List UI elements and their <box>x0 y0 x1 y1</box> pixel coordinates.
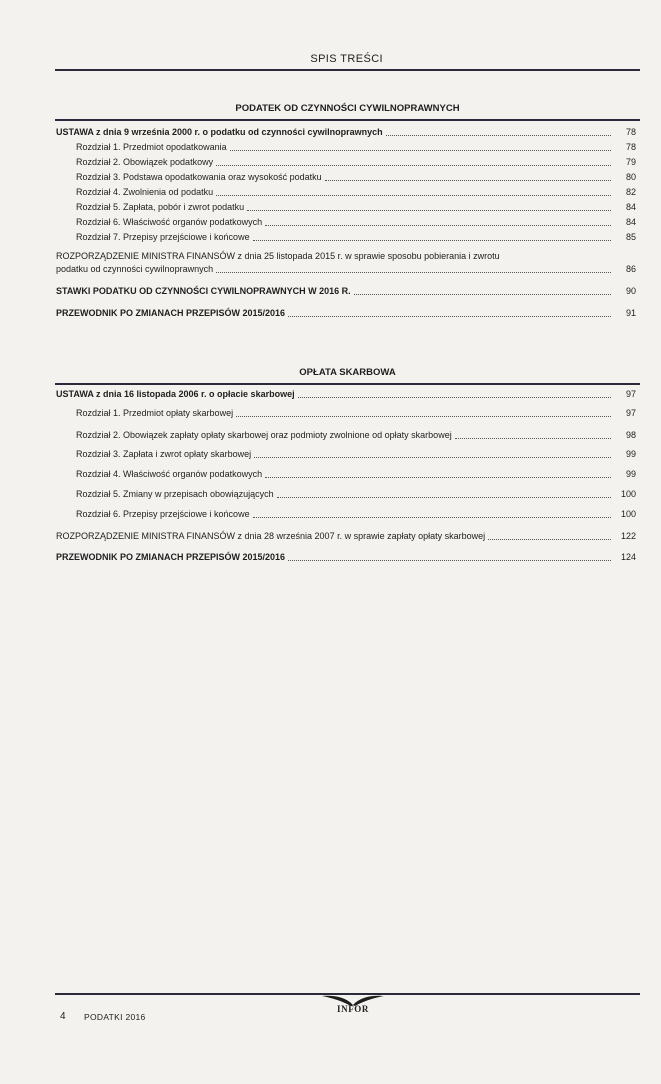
section-rule <box>55 383 640 385</box>
toc-page-number: 124 <box>620 552 636 562</box>
toc-entry-label: ROZPORZĄDZENIE MINISTRA FINANSÓW z dnia 25 listopada 2015 r. w sprawie sposobu pobierania i zwrotu <box>56 251 500 261</box>
toc-page-number: 98 <box>625 430 636 440</box>
leader-dots <box>253 516 611 518</box>
leader-dots <box>488 538 611 540</box>
toc-entry-chapter[interactable] <box>76 405 636 419</box>
toc-entry-label: Rozdział 1. Przedmiot opłaty skarbowej <box>76 408 234 418</box>
toc-page-number: 100 <box>620 489 636 499</box>
leader-dots <box>288 315 611 317</box>
toc-entry-label: Rozdział 6. Właściwość organów podatkowych <box>76 217 263 227</box>
infor-logo <box>318 993 388 1019</box>
toc-page-number: 85 <box>625 232 636 242</box>
toc-page-number: 99 <box>625 449 636 459</box>
leader-dots <box>216 164 611 166</box>
leader-dots <box>265 476 611 478</box>
toc-entry-label: Rozdział 4. Właściwość organów podatkowych <box>76 469 263 479</box>
toc-entry-label: ROZPORZĄDZENIE MINISTRA FINANSÓW z dnia 28 września 2007 r. w sprawie zapłaty opłaty skarbowej <box>56 531 486 541</box>
toc-page-number: 100 <box>620 509 636 519</box>
toc-entry-label: Rozdział 4. Zwolnienia od podatku <box>76 187 214 197</box>
toc-entry-chapter[interactable] <box>76 139 636 153</box>
toc-entry-label: PRZEWODNIK PO ZMIANACH PRZEPISÓW 2015/2016 <box>56 552 286 562</box>
toc-entry-chapter[interactable] <box>76 154 636 168</box>
toc-entry-rates[interactable] <box>56 283 636 297</box>
leader-dots <box>265 224 611 226</box>
toc-page-number: 84 <box>625 217 636 227</box>
leader-dots <box>236 415 611 417</box>
toc-entry-label: Rozdział 2. Obowiązek podatkowy <box>76 157 214 167</box>
toc-entry-chapter[interactable] <box>76 466 636 480</box>
leader-dots <box>386 134 611 136</box>
logo-text: INFOR <box>337 1004 369 1014</box>
leader-dots <box>298 396 611 398</box>
toc-entry-label: Rozdział 1. Przedmiot opodatkowania <box>76 142 227 152</box>
toc-entry-chapter[interactable] <box>76 486 636 500</box>
toc-page-number: 97 <box>625 408 636 418</box>
toc-entry-label: Rozdział 5. Zapłata, pobór i zwrot podatku <box>76 202 245 212</box>
toc-entry-chapter[interactable] <box>76 199 636 213</box>
leader-dots <box>230 149 611 151</box>
toc-entry-label-continued: podatku od czynności cywilnoprawnych <box>56 264 214 274</box>
toc-entry-regulation-os[interactable] <box>56 528 636 542</box>
toc-entry-label: Rozdział 5. Zmiany w przepisach obowiązujących <box>76 489 274 499</box>
toc-entry-label: Rozdział 3. Zapłata i zwrot opłaty skarbowej <box>76 449 252 459</box>
toc-entry-label: Rozdział 7. Przepisy przejściowe i końcowe <box>76 232 250 242</box>
toc-page-number: 122 <box>620 531 636 541</box>
toc-entry-chapter[interactable] <box>76 184 636 198</box>
leader-dots <box>455 437 611 439</box>
leader-dots <box>354 293 611 295</box>
toc-entry-label: STAWKI PODATKU OD CZYNNOŚCI CYWILNOPRAWNYCH W 2016 R. <box>56 286 351 296</box>
toc-entry-act-pcc[interactable] <box>56 124 636 138</box>
footer-page-number: 4 <box>60 1011 66 1022</box>
toc-page-number: 78 <box>625 142 636 152</box>
toc-entry-act-os[interactable] <box>56 386 636 400</box>
toc-entry-label: Rozdział 3. Podstawa opodatkowania oraz wysokość podatku <box>76 172 322 182</box>
toc-entry-label: Rozdział 6. Przepisy przejściowe i końcowe <box>76 509 250 519</box>
leader-dots <box>325 179 611 181</box>
section-title-pcc: PODATEK OD CZYNNOŚCI CYWILNOPRAWNYCH <box>235 103 460 114</box>
leader-dots <box>253 239 611 241</box>
footer-publication-title: PODATKI 2016 <box>84 1012 146 1022</box>
section-title-os: OPŁATA SKARBOWA <box>299 367 396 378</box>
toc-entry-chapter[interactable] <box>76 427 636 441</box>
toc-entry-chapter[interactable] <box>76 214 636 228</box>
header-rule <box>55 69 640 71</box>
toc-page-number: 97 <box>625 389 636 399</box>
toc-page-number: 86 <box>625 264 636 274</box>
toc-page-number: 91 <box>625 308 636 318</box>
toc-page-number: 79 <box>625 157 636 167</box>
toc-entry-guide-pcc[interactable] <box>56 305 636 319</box>
toc-entry-regulation-pcc[interactable] <box>56 250 636 276</box>
toc-page-number: 84 <box>625 202 636 212</box>
toc-entry-label: PRZEWODNIK PO ZMIANACH PRZEPISÓW 2015/2016 <box>56 308 286 318</box>
leader-dots <box>277 496 611 498</box>
toc-page-number: 80 <box>625 172 636 182</box>
toc-entry-chapter[interactable] <box>76 169 636 183</box>
page-header-title: SPIS TREŚCI <box>310 53 383 65</box>
toc-page-number: 90 <box>625 286 636 296</box>
toc-entry-label: USTAWA z dnia 16 listopada 2006 r. o opłacie skarbowej <box>56 389 295 399</box>
leader-dots <box>216 272 611 273</box>
leader-dots <box>254 456 611 458</box>
toc-entry-chapter[interactable] <box>76 229 636 243</box>
toc-entry-label: Rozdział 2. Obowiązek zapłaty opłaty skarbowej oraz podmioty zwolnione od opłaty skarbowej <box>76 430 452 440</box>
toc-page-number: 78 <box>625 127 636 137</box>
leader-dots <box>216 194 611 196</box>
section-rule <box>55 119 640 121</box>
toc-entry-chapter[interactable] <box>76 506 636 520</box>
toc-entry-label: USTAWA z dnia 9 września 2000 r. o podatku od czynności cywilnoprawnych <box>56 127 383 137</box>
toc-entry-guide-os[interactable] <box>56 549 636 563</box>
toc-entry-chapter[interactable] <box>76 446 636 460</box>
toc-page-number: 82 <box>625 187 636 197</box>
leader-dots <box>247 209 611 211</box>
leader-dots <box>288 559 611 561</box>
toc-page-number: 99 <box>625 469 636 479</box>
